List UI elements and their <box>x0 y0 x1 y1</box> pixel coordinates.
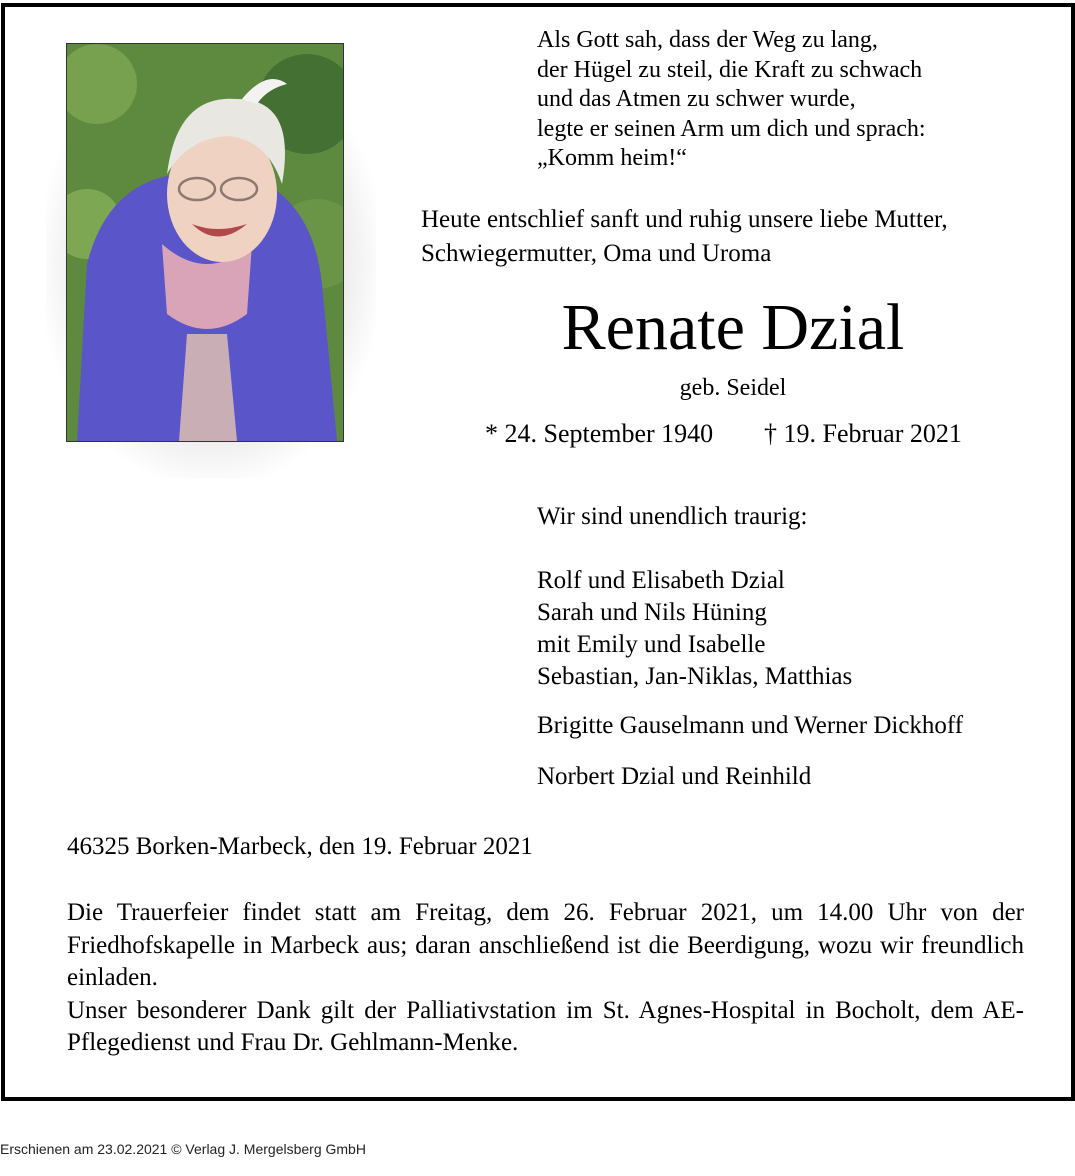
publication-footer: Erschienen am 23.02.2021 © Verlag J. Mergelsberg GmbH <box>0 1141 366 1157</box>
intro-line: Schwiegermutter, Oma und Uroma <box>421 239 772 267</box>
mourner-line: Norbert Dzial und Reinhild <box>537 763 812 790</box>
place-date: 46325 Borken-Marbeck, den 19. Februar 2021 <box>67 833 533 860</box>
poem-line: der Hügel zu steil, die Kraft zu schwach <box>537 56 923 83</box>
funeral-paragraph: Die Trauerfeier findet statt am Freitag, dem 26. Februar 2021, um 14.00 Uhr von der Friedhofskapelle in Marbeck aus; daran anschließend ist die Beerdigung, wozu wir freundlich einladen. <box>67 899 1024 991</box>
mourner-line: Brigitte Gauselmann und Werner Dickhoff <box>537 712 964 739</box>
portrait-photo <box>66 43 344 442</box>
poem <box>537 26 926 174</box>
portrait-illustration <box>67 44 343 441</box>
service-info <box>67 897 1024 1060</box>
poem-line: „Komm heim!“ <box>537 145 687 171</box>
death-date: † 19. Februar 2021 <box>764 419 962 448</box>
intro-line: Heute entschlief sanft und ruhig unsere liebe Mutter, <box>421 206 948 233</box>
mourner-line: Rolf und Elisabeth Dzial <box>537 567 785 594</box>
birth-date: * 24. September 1940 <box>485 419 714 448</box>
intro-text <box>421 203 948 270</box>
poem-line: legte er seinen Arm um dich und sprach: <box>537 115 926 142</box>
mourner-line: mit Emily und Isabelle <box>537 631 766 658</box>
mourning-line: Wir sind unendlich traurig: <box>537 503 808 530</box>
mourner-line: Sarah und Nils Hüning <box>537 599 767 626</box>
mourners-list <box>537 565 852 693</box>
thanks-paragraph: Unser besonderer Dank gilt der Palliativstation im St. Agnes-Hospital in Bocholt, dem AE-Pflegedienst und Frau Dr. Gehlmann-Menke. <box>67 996 1024 1056</box>
deceased-name: Renate Dzial <box>561 291 905 364</box>
maiden-name: geb. Seidel <box>679 375 787 401</box>
poem-line: und das Atmen zu schwer wurde, <box>537 86 856 112</box>
poem-line: Als Gott sah, dass der Weg zu lang, <box>537 27 878 53</box>
mourner-line: Sebastian, Jan-Niklas, Matthias <box>537 663 853 690</box>
